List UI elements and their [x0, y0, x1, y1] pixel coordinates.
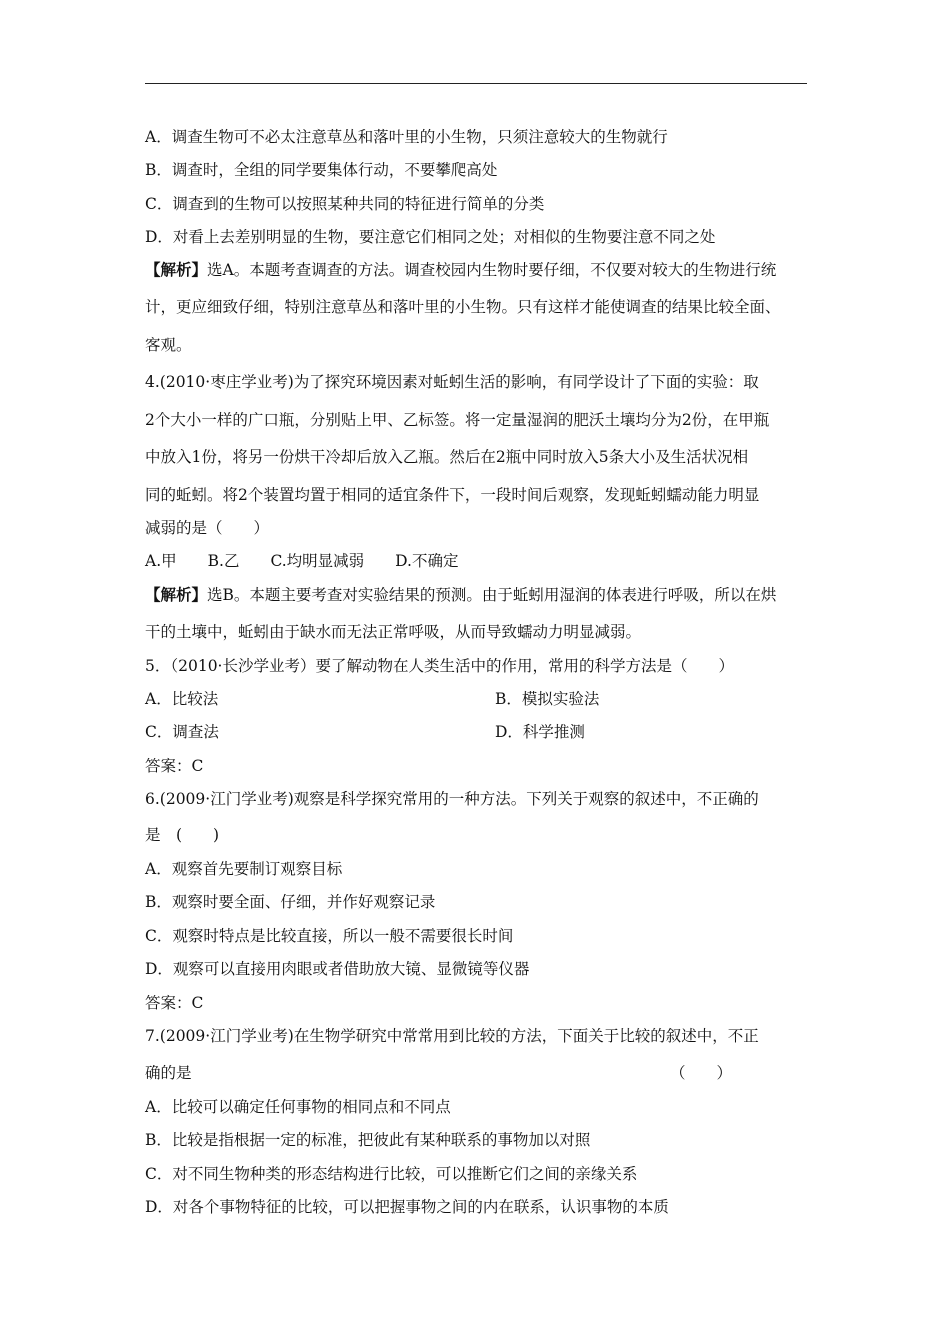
q7-option-d: D．对各个事物特征的比较，可以把握事物之间的内在联系，认识事物的本质 [145, 1198, 669, 1216]
q5-option-c: C．调查法 [145, 723, 219, 741]
q7-stem-line-2: 确的是 [145, 1064, 192, 1082]
q4-options: A.甲 B.乙 C.均明显减弱 D.不确定 [145, 552, 459, 570]
q4-stem-line-2: 2个大小一样的广口瓶，分别贴上甲、乙标签。将一定量湿润的肥沃土壤均分为2份，在甲瓶 [145, 411, 770, 429]
analysis-tag: 【解析】 [145, 260, 208, 279]
q6-option-b: B．观察时要全面、仔细，并作好观察记录 [145, 893, 436, 911]
header-rule [145, 83, 807, 84]
q4-stem-line-1: 4.(2010·枣庄学业考)为了探究环境因素对蚯蚓生活的影响，有同学设计了下面的实验：取 [145, 373, 759, 391]
q4-analysis-line [145, 585, 776, 605]
q5-option-b: B．模拟实验法 [495, 690, 600, 708]
q7-option-c: C．对不同生物种类的形态结构进行比较，可以推断它们之间的亲缘关系 [145, 1165, 638, 1183]
q7-option-a: A．比较可以确定任何事物的相同点和不同点 [145, 1098, 451, 1116]
q3-analysis-line-3: 客观。 [145, 336, 192, 354]
q5-stem: 5．（2010·长沙学业考）要了解动物在人类生活中的作用，常用的科学方法是（ ） [145, 657, 734, 675]
q4-stem-line-4: 同的蚯蚓。将2个装置均置于相同的适宜条件下，一段时间后观察，发现蚯蚓蠕动能力明显 [145, 486, 760, 504]
q4-stem-line-5: 减弱的是（ ） [145, 519, 270, 537]
q4-stem-line-3: 中放入1份，将另一份烘干冷却后放入乙瓶。然后在2瓶中同时放入5条大小及生活状况相 [145, 448, 749, 466]
q3-analysis-text: 选A。本题考查调查的方法。调查校园内生物时要仔细，不仅要对较大的生物进行统 [207, 261, 777, 279]
analysis-tag: 【解析】 [145, 585, 208, 604]
q7-stem-line-1: 7.(2009·江门学业考)在生物学研究中常常用到比较的方法，下面关于比较的叙述中，不正 [145, 1027, 759, 1045]
q5-option-d: D．科学推测 [495, 723, 585, 741]
q3-option-a: A．调查生物可不必太注意草丛和落叶里的小生物，只须注意较大的生物就行 [145, 128, 668, 146]
q3-analysis-line [145, 260, 776, 280]
q6-option-c: C．观察时特点是比较直接，所以一般不需要很长时间 [145, 927, 514, 945]
q5-option-a: A．比较法 [145, 690, 219, 708]
q3-analysis-line-2: 计，更应细致仔细，特别注意草丛和落叶里的小生物。只有这样才能使调查的结果比较全面、 [145, 298, 781, 316]
q4-analysis-text: 选B。本题主要考查对实验结果的预测。由于蚯蚓用湿润的体表进行呼吸，所以在烘 [207, 586, 777, 604]
q7-answer-paren: （ ） [670, 1064, 733, 1082]
q7-option-b: B．比较是指根据一定的标准，把彼此有某种联系的事物加以对照 [145, 1131, 591, 1149]
q5-answer: 答案：C [145, 757, 204, 775]
q3-option-c: C．调查到的生物可以按照某种共同的特征进行简单的分类 [145, 195, 545, 213]
q6-answer: 答案：C [145, 994, 204, 1012]
q6-stem-line-1: 6.(2009·江门学业考)观察是科学探究常用的一种方法。下列关于观察的叙述中，不正确的 [145, 790, 759, 808]
q3-option-b: B．调查时，全组的同学要集体行动，不要攀爬高处 [145, 161, 498, 179]
q6-stem-line-2: 是 ( ) [145, 826, 220, 844]
q4-analysis-line-2: 干的土壤中，蚯蚓由于缺水而无法正常呼吸，从而导致蠕动力明显减弱。 [145, 623, 642, 641]
q6-option-d: D．观察可以直接用肉眼或者借助放大镜、显微镜等仪器 [145, 960, 530, 978]
q6-option-a: A．观察首先要制订观察目标 [145, 860, 343, 878]
q3-option-d: D．对看上去差别明显的生物，要注意它们相同之处；对相似的生物要注意不同之处 [145, 228, 716, 246]
